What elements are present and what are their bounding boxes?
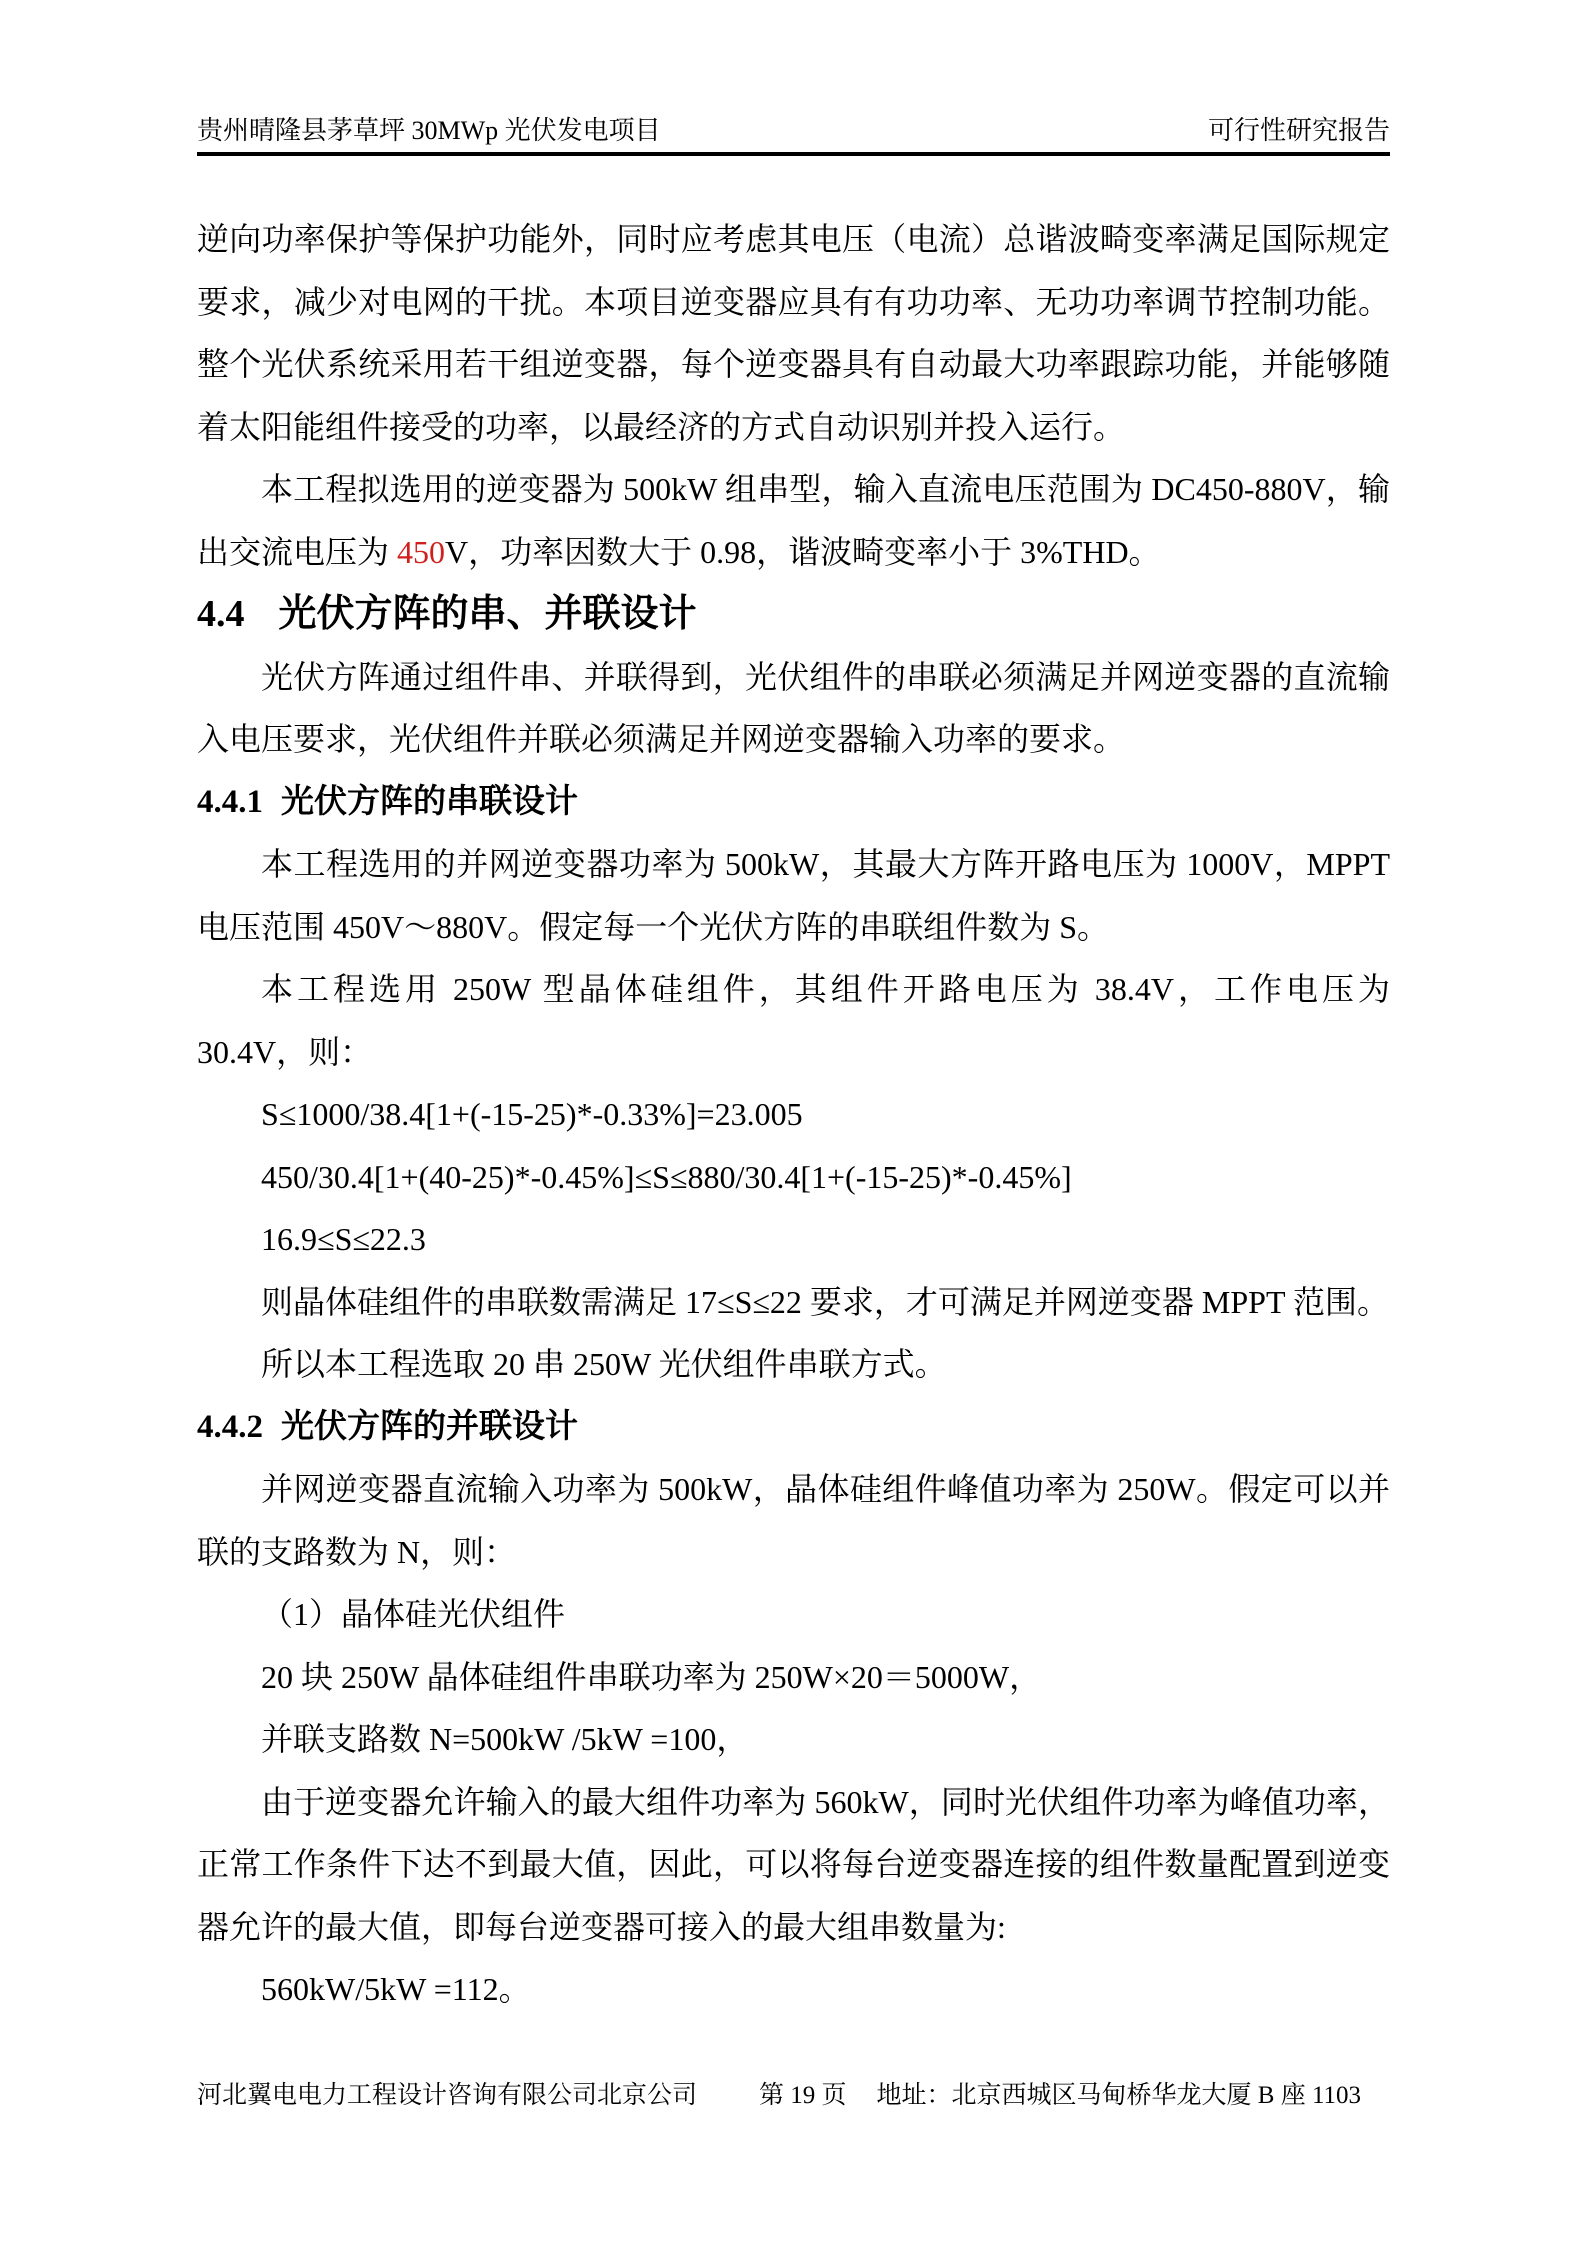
paragraph-series-inverter: 本工程选用的并网逆变器功率为 500kW，其最大方阵开路电压为 1000V，MPPT 电压范围 450V～880V。假定每一个光伏方阵的串联组件数为 S。 [197,846,1390,945]
section-number: 4.4.2 [197,1408,263,1445]
section-title: 光伏方阵的并联设计 [281,1408,578,1445]
section-title: 光伏方阵的串、并联设计 [278,593,697,635]
formula-branch-count: 并联支路数 N=500kW /5kW =100， [261,1721,749,1757]
paragraph-inverter-selection [197,458,1390,583]
paragraph-series-module: 本工程选用 250W 型晶体硅组件，其组件开路电压为 38.4V，工作电压为 30.4V，则： [197,971,1390,1070]
page-footer [197,2080,1390,2113]
section-number: 4.4.1 [197,783,263,820]
section-heading-4-4-1 [197,771,1390,834]
page-header [197,0,1390,156]
paragraph-series-conclusion: 则晶体硅组件的串联数需满足 17≤S≤22 要求，才可满足并网逆变器 MPPT 范围。 [261,1283,1389,1320]
footer-company: 河北翼电电力工程设计咨询有限公司北京公司 [197,2082,698,2109]
formula-series-result: 16.9≤S≤22.3 [261,1221,426,1257]
section-heading-4-4-2 [197,1396,1390,1459]
header-report-type: 可行性研究报告 [1207,115,1390,145]
list-item-crystalline-module: （1）晶体硅光伏组件 [261,1596,566,1632]
section-number: 4.4 [197,593,245,635]
inverter-selection-text: 本工程拟选用的逆变器为 500kW 组串型，输入直流电压范围为 DC450-880V，输出交流电压为 [197,471,1390,570]
paragraph-array-rule: 光伏方阵通过组件串、并联得到，光伏组件的串联必须满足并网逆变器的直流输入电压要求，光伏组件并联必须满足并网逆变器输入功率的要求。 [197,658,1390,757]
footer-page-number: 第 19 页 [759,2082,847,2109]
formula-series-power: 20 块 250W 晶体硅组件串联功率为 250W×20＝5000W， [261,1658,1042,1695]
footer-address: 地址：北京西城区马甸桥华龙大厦 B 座 1103 [876,2082,1362,2109]
paragraph-series-choice: 所以本工程选取 20 串 250W 光伏组件串联方式。 [261,1346,947,1382]
paragraph-max-power: 由于逆变器允许输入的最大组件功率为 560kW，同时光伏组件功率为峰值功率，正常工作条件下达不到最大值，因此，可以将每台逆变器连接的组件数量配置到逆变器允许的最大值，即每台逆变器可接入的最大组串数量为: [197,1783,1390,1945]
paragraph-inverter-requirements: 逆向功率保护等保护功能外，同时应考虑其电压（电流）总谐波畸变率满足国际规定要求，减少对电网的干扰。本项目逆变器应具有有功功率、无功功率调节控制功能。整个光伏系统采用若干组逆变器，每个逆变器具有自动最大功率跟踪功能，并能够随着太阳能组件接受的功率，以最经济的方式自动识别并投入运行。 [197,221,1390,445]
header-project-title: 贵州晴隆县茅草坪 30MWp 光伏发电项目 [197,115,661,145]
formula-series-max: S≤1000/38.4[1+(-15-25)*-0.33%]=23.005 [261,1096,803,1132]
formula-max-strings: 560kW/5kW =112。 [261,1971,531,2007]
formula-series-range: 450/30.4[1+(40-25)*-0.45%]≤S≤880/30.4[1+(-15-25)*-0.45%] [261,1158,1072,1195]
section-heading-4-4 [197,583,1390,646]
highlighted-voltage-value: 450 [397,533,446,570]
section-title: 光伏方阵的串联设计 [281,783,578,820]
inverter-selection-text-end: V，功率因数大于 0.98，谐波畸变率小于 3%THD。 [445,533,1161,570]
paragraph-parallel-intro: 并网逆变器直流输入功率为 500kW，晶体硅组件峰值功率为 250W。假定可以并联的支路数为 N，则： [197,1471,1390,1570]
document-body [197,208,1390,2021]
